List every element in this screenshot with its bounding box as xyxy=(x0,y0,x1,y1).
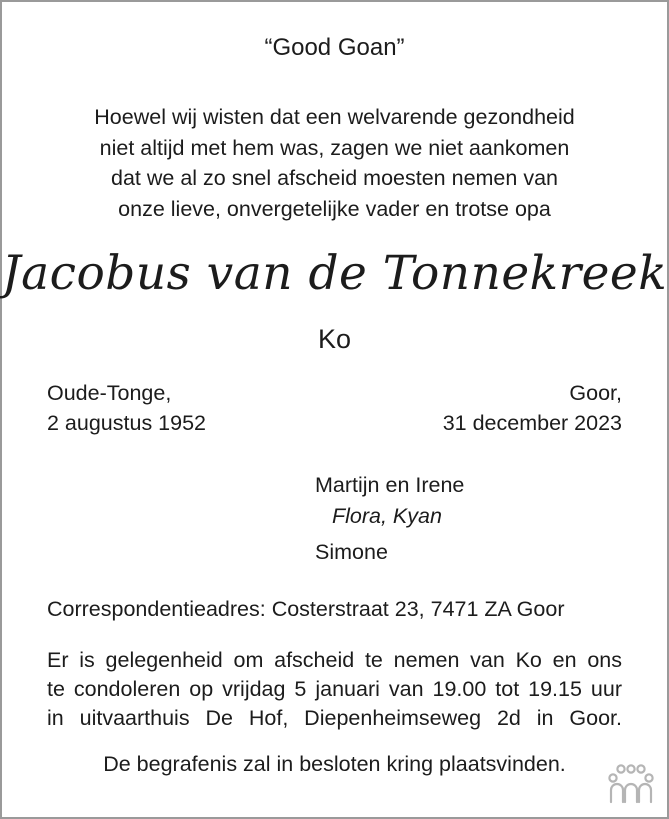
family-list xyxy=(315,470,464,568)
deceased-nickname: Ko xyxy=(317,324,352,354)
death-date: 31 december 2023 xyxy=(442,411,622,435)
condolence-text xyxy=(47,646,622,733)
intro-line: dat we al zo snel afscheid moesten nemen van xyxy=(111,166,558,191)
family-people-icon xyxy=(608,764,654,804)
condolence-line: Er is gelegenheid om afscheid te nemen van Ko en ons xyxy=(47,648,622,672)
intro-line: onze lieve, onvergetelijke vader en trotse opa xyxy=(118,197,551,222)
condolence-line: te condoleren op vrijdag 5 januari van 19.00 tot 19.15 uur xyxy=(47,677,622,701)
birth-date: 2 augustus 1952 xyxy=(47,411,206,435)
condolence-line: in uitvaarthuis De Hof, Diepenheimseweg 2d in Goor. xyxy=(47,706,622,730)
death-place: Goor, xyxy=(569,381,622,405)
intro-text xyxy=(0,102,669,225)
death-info xyxy=(443,378,622,438)
funeral-note: De begrafenis zal in besloten kring plaatsvinden. xyxy=(103,752,566,776)
family-grandchildren: Flora, Kyan xyxy=(332,504,442,528)
intro-line: niet altijd met hem was, zagen we niet aankomen xyxy=(99,135,570,160)
correspondence-address: Correspondentieadres: Costerstraat 23, 7471 ZA Goor xyxy=(47,597,565,621)
motto: “Good Goan” xyxy=(264,34,405,61)
birth-info xyxy=(47,378,206,438)
intro-line: Hoewel wij wisten dat een welvarende gezondheid xyxy=(94,105,575,129)
family-line: Martijn en Irene xyxy=(315,473,465,497)
birth-place: Oude-Tonge, xyxy=(47,381,172,405)
family-line: Simone xyxy=(315,540,388,564)
deceased-name: Jacobus van de Tonnekreek xyxy=(1,246,668,301)
